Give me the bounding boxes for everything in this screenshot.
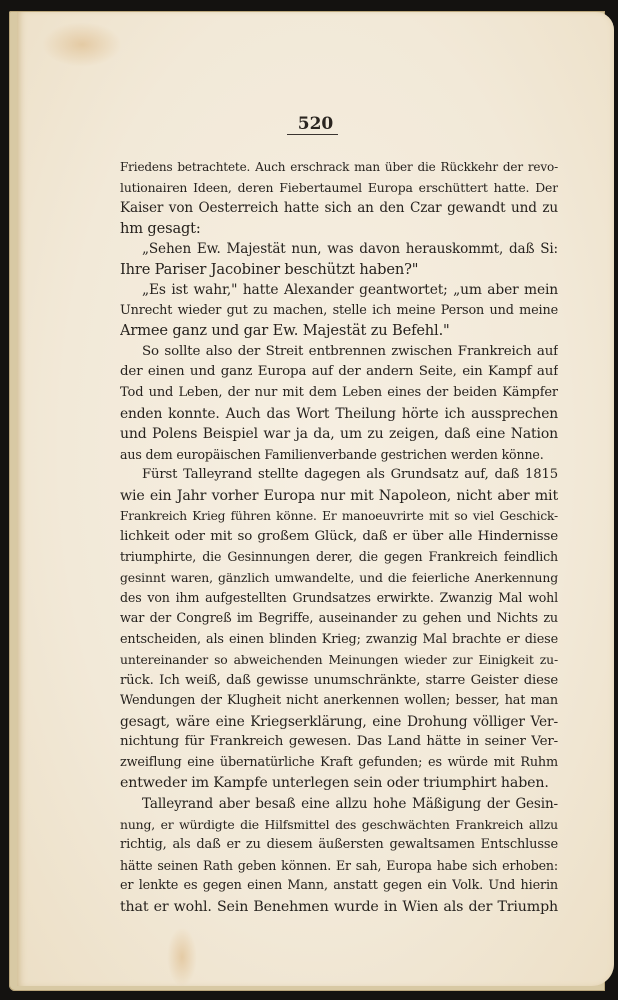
- text-line: Ihre Pariser Jacobiner beschützt haben?": [120, 260, 419, 278]
- text-line: lichkeit oder mit so großem Glück, daß er über alle Hindernisse: [120, 528, 558, 544]
- text-line: hm gesagt:: [120, 219, 201, 237]
- page-number: 520: [297, 114, 334, 134]
- text-line: Talleyrand aber besaß eine allzu hohe Mäßigung der Gesin-: [142, 795, 558, 812]
- text-line: Frankreich Krieg führen könne. Er manoeuvrirte mit so viel Geschick-: [120, 509, 558, 524]
- text-line: nung, er würdigte die Hilfsmittel des geschwächten Frankreich allzu: [120, 816, 558, 832]
- text-line: richtig, als daß er zu diesem äußersten gewaltsamen Entschlusse: [120, 837, 558, 853]
- text-line: Wendungen der Klugheit nicht anerkennen wollen; besser, hat man: [120, 693, 558, 709]
- text-line: aus dem europäischen Familienverbande gestrichen werden könne.: [120, 446, 544, 462]
- text-line: Tod und Leben, der nur mit dem Leben eines der beiden Kämpfer: [120, 385, 558, 401]
- text-line: that er wohl. Sein Benehmen wurde in Wien als der Triumph: [120, 898, 558, 915]
- text-line: gesagt, wäre eine Kriegserklärung, eine Drohung völliger Ver-: [120, 713, 558, 730]
- text-line: entscheiden, als einen blinden Krieg; zwanzig Mal brachte er diese: [120, 631, 558, 647]
- text-line: Kaiser von Oesterreich hatte sich an den Czar gewandt und zu: [120, 200, 558, 217]
- text-line: Armee ganz und gar Ew. Majestät zu Befehl.": [120, 322, 450, 340]
- text-line: gesinnt waren, gänzlich umwandelte, und die feierliche Anerkennung: [120, 569, 558, 585]
- text-line: „Sehen Ew. Majestät nun, was davon herauskommt, daß Si:: [142, 241, 558, 258]
- text-line: war der Congreß im Begriffe, auseinander zu gehen und Nichts zu: [120, 611, 558, 627]
- text-line: enden konnte. Auch das Wort Theilung hörte ich aussprechen: [120, 405, 558, 422]
- text-line: er lenkte es gegen einen Mann, anstatt gegen ein Volk. Und hierin: [120, 878, 558, 894]
- text-line: Unrecht wieder gut zu machen, stelle ich meine Person und meine: [120, 302, 558, 318]
- stain: [167, 927, 197, 987]
- page-number-rule: [287, 134, 338, 135]
- text-line: wie ein Jahr vorher Europa nur mit Napoleon, nicht aber mit: [120, 487, 558, 504]
- text-line: triumphirte, die Gesinnungen derer, die gegen Frankreich feindlich: [120, 549, 558, 565]
- stain: [42, 22, 122, 67]
- text-line: rück. Ich weiß, daß gewisse unumschränkte, starre Geister diese: [120, 672, 558, 688]
- text-line: des von ihm aufgestellten Grundsatzes erwirkte. Zwanzig Mal wohl: [120, 590, 558, 606]
- text-line: Friedens betrachtete. Auch erschrack man über die Rückkehr der revo-: [120, 160, 558, 174]
- book-page: [17, 12, 614, 986]
- text-line: Fürst Talleyrand stellte dagegen als Grundsatz auf, daß 1815: [142, 467, 558, 483]
- text-line: So sollte also der Streit entbrennen zwischen Frankreich auf: [142, 343, 558, 359]
- text-line: der einen und ganz Europa auf der andern Seite, ein Kampf auf: [120, 364, 558, 380]
- text-line: lutionairen Ideen, deren Fiebertaumel Europa erschüttert hatte. Der: [120, 179, 558, 195]
- text-line: nichtung für Frankreich gewesen. Das Land hätte in seiner Ver-: [120, 734, 558, 750]
- text-line: „Es ist wahr," hatte Alexander geantwortet; „um aber mein: [142, 282, 558, 299]
- text-line: und Polens Beispiel war ja da, um zu zeigen, daß eine Nation: [120, 426, 558, 443]
- text-line: entweder im Kampfe unterlegen sein oder triumphirt haben.: [120, 775, 549, 792]
- text-line: untereinander so abweichenden Meinungen wieder zur Einigkeit zu-: [120, 652, 558, 668]
- text-line: hätte seinen Rath geben können. Er sah, Europa habe sich erhoben:: [120, 857, 558, 873]
- text-line: zweiflung eine übernatürliche Kraft gefunden; es würde mit Ruhm: [120, 754, 558, 770]
- body-text: [120, 157, 558, 917]
